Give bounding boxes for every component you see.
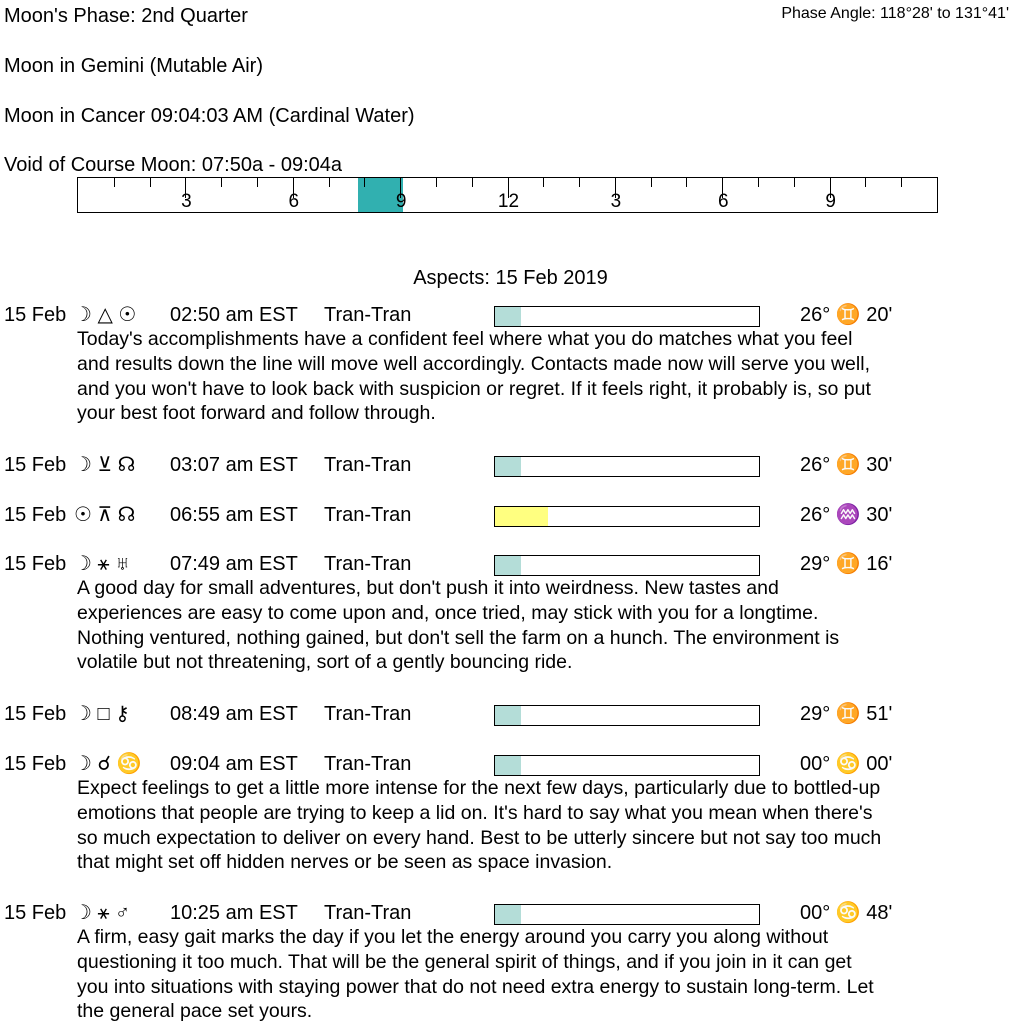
aspect-description-line: and results down the line will move well accordingly. Contacts made now will serve you well, [77, 352, 870, 375]
aspect-date: 15 Feb [4, 553, 67, 575]
aspect-time: 03:07 am EST [170, 454, 298, 476]
aspect-strength-fill [495, 457, 521, 476]
aspect-description-line: Today's accomplishments have a confident feel where what you do matches what you feel [77, 328, 853, 350]
phase-angle-label: Phase Angle: 118°28' to 131°41' [781, 5, 1009, 22]
timeline-tick [472, 178, 473, 187]
timeline-tick [114, 178, 115, 187]
aspect-kind: Tran-Tran [324, 753, 412, 775]
aspect-strength-bar [494, 904, 760, 925]
aspect-strength-bar [494, 755, 760, 776]
aspect-date: 15 Feb [4, 703, 67, 725]
aspect-kind: Tran-Tran [324, 504, 412, 526]
timeline-hour-label: 3 [181, 191, 192, 212]
aspect-description-line: Expect feelings to get a little more intense for the next few days, particularly due to bottled-up [77, 777, 881, 799]
timeline-tick [579, 178, 580, 187]
aspect-glyphs-icon: ☽ ⚹ ♂ [74, 902, 131, 924]
timeline-tick [651, 178, 652, 187]
aspect-glyphs-icon: ☽ ⚹ ♅ [74, 553, 131, 575]
aspect-description-line: the general pace set yours. [77, 1000, 313, 1023]
timeline-hour-label: 3 [610, 191, 622, 212]
aspect-time: 08:49 am EST [170, 703, 298, 725]
aspect-description-line: A firm, easy gait marks the day if you let the energy around you carry you along without [77, 926, 829, 948]
aspect-description-line: questioning it too much. That will be the general spirit of things, and if you join in it can get [77, 950, 852, 973]
aspect-strength-bar [494, 456, 760, 477]
aspect-description [77, 776, 1007, 875]
aspect-time: 02:50 am EST [170, 304, 298, 326]
aspect-position: 26° ♊ 30' [800, 454, 893, 476]
aspect-position: 26° ♊ 20' [800, 304, 893, 326]
timeline-tick [329, 178, 330, 187]
timeline-tick [257, 178, 258, 187]
aspect-position: 26° ♒ 30' [800, 504, 893, 526]
aspect-position: 00° ♋ 00' [800, 753, 893, 775]
aspect-position: 29° ♊ 51' [800, 703, 893, 725]
aspect-description-line: that might set off hidden nerves or be seen as space invasion. [77, 851, 613, 874]
moon-sign-gemini: Moon in Gemini (Mutable Air) [4, 55, 263, 77]
timeline-tick [543, 178, 544, 187]
aspect-kind: Tran-Tran [324, 902, 412, 924]
aspect-description-line: and you won't have to look back with suspicion or regret. If it feels right, it probably is, so put [77, 377, 871, 400]
aspect-glyphs-icon: ☽ ☌ ♋ [74, 753, 142, 775]
timeline-hour-label: 9 [395, 191, 407, 212]
moon-phase-label: Moon's Phase: 2nd Quarter [4, 5, 248, 27]
aspect-kind: Tran-Tran [324, 553, 412, 575]
aspect-description [77, 925, 1007, 1024]
aspect-strength-bar [494, 555, 760, 576]
aspect-strength-bar [494, 306, 760, 327]
aspect-date: 15 Feb [4, 304, 67, 326]
moon-sign-cancer: Moon in Cancer 09:04:03 AM (Cardinal Water) [4, 105, 415, 127]
aspect-kind: Tran-Tran [324, 703, 412, 725]
aspect-strength-fill [495, 307, 521, 326]
aspect-date: 15 Feb [4, 454, 67, 476]
aspect-time: 07:49 am EST [170, 553, 298, 575]
aspect-strength-fill [495, 756, 521, 775]
timeline-tick [758, 178, 759, 187]
aspect-strength-bar [494, 705, 760, 726]
aspect-position: 00° ♋ 48' [800, 902, 893, 924]
aspect-time: 10:25 am EST [170, 902, 298, 924]
aspect-description [77, 576, 1007, 675]
aspect-description-line: Nothing ventured, nothing gained, but don't sell the farm on a hunch. The environment is [77, 626, 840, 649]
aspect-description-line: you into situations with staying power that do not need extra energy to sustain long-term. Let [77, 975, 874, 998]
void-of-course-timeline [77, 177, 938, 213]
timeline-tick [436, 178, 437, 187]
aspect-position: 29° ♊ 16' [800, 553, 893, 575]
aspect-header [4, 901, 411, 925]
aspect-strength-fill [495, 905, 521, 924]
aspect-header [4, 702, 411, 726]
aspect-glyphs-icon: ☽ □ ⚷ [74, 703, 130, 725]
aspect-date: 15 Feb [4, 902, 67, 924]
aspect-time: 06:55 am EST [170, 504, 298, 526]
timeline-hour-label: 12 [497, 191, 520, 212]
aspect-header [4, 552, 411, 576]
aspect-kind: Tran-Tran [324, 454, 412, 476]
aspect-description-line: A good day for small adventures, but don't push it into weirdness. New tastes and [77, 577, 779, 599]
void-of-course-label: Void of Course Moon: 07:50a - 09:04a [4, 154, 343, 176]
timeline-hour-label: 6 [717, 191, 729, 212]
aspect-strength-fill [495, 507, 548, 526]
timeline-hour-label: 6 [288, 191, 300, 212]
aspect-description-line: volatile but not threatening, sort of a gently bouncing ride. [77, 651, 573, 674]
timeline-tick [364, 178, 365, 187]
aspect-strength-bar [494, 506, 760, 527]
timeline-tick [901, 178, 902, 187]
timeline-tick [794, 178, 795, 187]
aspect-header [4, 303, 411, 327]
timeline-tick [686, 178, 687, 187]
timeline-tick [865, 178, 866, 187]
aspect-description-line: experiences are easy to come upon and, once tried, may stick with you for a longtime. [77, 601, 819, 624]
aspect-date: 15 Feb [4, 504, 67, 526]
aspects-title: Aspects: 15 Feb 2019 [413, 267, 608, 289]
aspect-date: 15 Feb [4, 753, 67, 775]
timeline-tick [221, 178, 222, 187]
aspect-header [4, 752, 411, 776]
aspect-glyphs-icon: ☽ △ ☉ [74, 304, 137, 326]
aspect-header [4, 503, 411, 527]
aspect-glyphs-icon: ☽ ⊻ ☊ [74, 454, 136, 476]
aspect-strength-fill [495, 556, 521, 575]
timeline-tick [150, 178, 151, 187]
aspect-description-line: your best foot forward and follow through. [77, 402, 436, 425]
aspect-description-line: emotions that people are trying to keep a lid on. It's hard to say what you mean when there's [77, 801, 873, 824]
aspect-header [4, 453, 411, 477]
aspect-time: 09:04 am EST [170, 753, 298, 775]
aspect-strength-fill [495, 706, 521, 725]
aspect-description [77, 327, 1007, 426]
aspect-glyphs-icon: ☉ ⊼ ☊ [74, 504, 136, 526]
timeline-hour-label: 9 [825, 191, 836, 212]
aspect-kind: Tran-Tran [324, 304, 412, 326]
aspect-description-line: so much expectation to deliver on every hand. Best to be utterly sincere but not say too much [77, 826, 882, 849]
